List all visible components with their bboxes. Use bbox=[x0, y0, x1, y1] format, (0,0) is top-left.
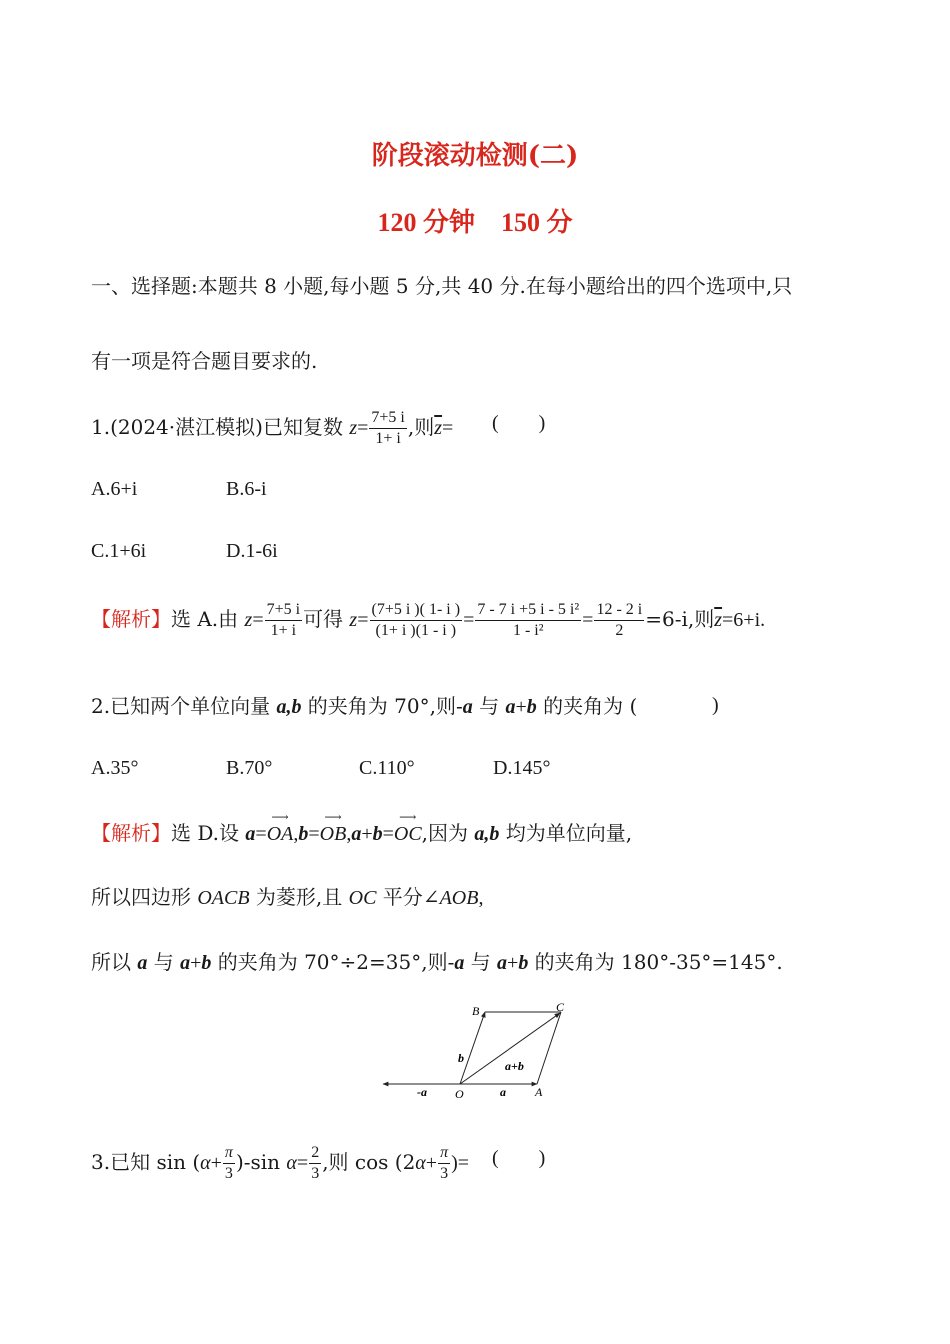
rhombus-figure bbox=[375, 995, 585, 1105]
q1-analysis-frac4-num: 12 - 2 i bbox=[594, 600, 644, 621]
q2-analysis-eq2: = bbox=[308, 823, 320, 845]
q3-frac1-num: π bbox=[223, 1143, 235, 1164]
q2-analysis-l3b: b bbox=[201, 952, 212, 974]
q3-t1: 3.已知 sin ( bbox=[91, 1150, 201, 1174]
q1-analysis-frac3-den: 1 - i² bbox=[512, 622, 544, 639]
label-b: b bbox=[458, 1051, 464, 1065]
q1-analysis-eq1: = bbox=[252, 609, 264, 631]
q1-analysis-t4: =6+i. bbox=[722, 609, 766, 631]
q3-alpha2: α bbox=[286, 1152, 297, 1174]
question-2 bbox=[91, 692, 637, 721]
q1-zbar: $\overline{z}$ bbox=[434, 417, 443, 439]
q2-option-b: B.70° bbox=[226, 757, 273, 779]
q3-eq: = bbox=[296, 1152, 309, 1174]
q2-analysis-ab: a,b bbox=[474, 823, 500, 845]
q1-analysis-t3: =6-i,则 bbox=[645, 607, 715, 631]
q1-mid: ,则 bbox=[407, 415, 435, 439]
vector-oa-label: OA bbox=[266, 823, 294, 845]
vector-arrow-icon: ⟶ bbox=[399, 810, 417, 824]
label-a-plus-b: a+b bbox=[505, 1059, 524, 1073]
q2-analysis-aob: ∠AOB bbox=[422, 887, 479, 909]
q1-analysis-eq2: = bbox=[357, 609, 369, 631]
q1-analysis-frac2-num: (7+5 i )( 1- i ) bbox=[370, 600, 463, 621]
q2-analysis-oacb: OACB bbox=[197, 887, 250, 909]
q1-option-b: B.6-i bbox=[226, 478, 267, 500]
q2-t1: 2.已知两个单位向量 bbox=[91, 694, 277, 718]
q2-analysis-oc2: OC bbox=[348, 887, 377, 909]
q2-analysis-line3-d: 与 bbox=[464, 950, 498, 974]
q3-alpha1: α bbox=[200, 1152, 211, 1174]
vector-ob-label: OB bbox=[319, 823, 347, 845]
q1-fraction bbox=[369, 408, 406, 449]
label-a: a bbox=[500, 1085, 506, 1099]
q2-analysis-line3-b: 与 bbox=[147, 950, 181, 974]
q2-analysis-line3-e: 的夹角为 180°-35°=145°. bbox=[528, 950, 783, 974]
q2-analysis-line2 bbox=[91, 883, 483, 912]
q2-analysis-plus: + bbox=[361, 823, 373, 845]
q3-plus1: + bbox=[210, 1152, 222, 1174]
q1-analysis-frac1-den: 1+ i bbox=[270, 622, 297, 639]
q2-analysis-a: a bbox=[245, 823, 256, 845]
q3-plus2: + bbox=[425, 1152, 438, 1174]
q2-t2: 的夹角为 70°,则- bbox=[301, 694, 463, 718]
q2-analysis-line2-b: 为菱形,且 bbox=[249, 885, 349, 909]
vector-arrow-icon: ⟶ bbox=[324, 810, 342, 824]
q2-analysis-t3: 均为单位向量, bbox=[499, 821, 633, 845]
vector-arrow-icon: ⟶ bbox=[271, 810, 289, 824]
q3-t2: )-sin bbox=[235, 1150, 287, 1174]
q2-b1: b bbox=[526, 696, 537, 718]
q1-analysis-eq3: = bbox=[463, 609, 475, 631]
q2-analysis-a2: a bbox=[351, 823, 362, 845]
q1-analysis-frac2 bbox=[370, 600, 463, 641]
q1-option-d: D.1-6i bbox=[226, 540, 278, 562]
q2-analysis-b2: b bbox=[372, 823, 383, 845]
vector-b-line bbox=[460, 1012, 485, 1084]
q3-t3: ,则 cos (2 bbox=[322, 1150, 416, 1174]
q3-frac1-den: 3 bbox=[224, 1165, 233, 1182]
q2-analysis-eq3: = bbox=[382, 823, 394, 845]
page-subtitle: 120 分钟 150 分 bbox=[377, 208, 573, 237]
q1-tail: = bbox=[442, 417, 454, 439]
q2-analysis-line2-a: 所以四边形 bbox=[91, 885, 198, 909]
q2-analysis-l3a2: a bbox=[180, 952, 191, 974]
q1-option-a: A.6+i bbox=[91, 478, 138, 500]
q2-analysis-t1: 选 D.设 bbox=[171, 821, 246, 845]
q3-frac3-num: π bbox=[438, 1143, 450, 1164]
vector-oa bbox=[266, 810, 294, 848]
q2-analysis-line3-c: 的夹角为 70°÷2=35°,则- bbox=[211, 950, 455, 974]
label-A: A bbox=[535, 1085, 543, 1099]
q2-analysis-line1 bbox=[91, 810, 633, 848]
q1-option-c: C.1+6i bbox=[91, 540, 147, 562]
q2-analysis-comma2: , bbox=[346, 823, 352, 845]
q2-ab: a,b bbox=[276, 696, 302, 718]
q2-plus: + bbox=[515, 696, 527, 718]
q1-analysis-frac1 bbox=[265, 600, 302, 641]
q1-analysis-z1: z bbox=[244, 609, 253, 631]
q1-analysis-t1: 选 A.由 bbox=[171, 607, 245, 631]
q2-analysis-t2: ,因为 bbox=[421, 821, 475, 845]
q2-option-c: C.110° bbox=[359, 757, 415, 779]
q3-frac2-den: 3 bbox=[311, 1165, 320, 1182]
q2-a2: a bbox=[505, 696, 516, 718]
label-B: B bbox=[472, 1004, 480, 1018]
q1-analysis-frac4-den: 2 bbox=[615, 622, 624, 639]
q1-analysis-eq4: = bbox=[582, 609, 594, 631]
q1-prefix: 1.(2024·湛江模拟)已知复数 bbox=[91, 415, 350, 439]
q2-option-d: D.145° bbox=[493, 757, 551, 779]
q3-answer-paren: ( ) bbox=[492, 1147, 546, 1169]
q2-analysis-line3 bbox=[91, 948, 783, 977]
q1-analysis-frac3 bbox=[475, 600, 581, 641]
q1-analysis-frac3-num: 7 - 7 i +5 i - 5 i² bbox=[475, 600, 581, 621]
section-instructions-line1: 一、选择题:本题共 8 小题,每小题 5 分,共 40 分.在每小题给出的四个选项中,只 bbox=[91, 274, 793, 298]
q1-frac-num: 7+5 i bbox=[369, 408, 406, 429]
q2-analysis-l3a4: a bbox=[497, 952, 508, 974]
vector-apb-line bbox=[460, 1013, 560, 1084]
q2-analysis-line2-c: 平分 bbox=[376, 885, 423, 909]
vector-ob bbox=[319, 810, 347, 848]
label-neg-a: -a bbox=[417, 1085, 427, 1099]
q2-analysis-comma1: , bbox=[293, 823, 299, 845]
q2-analysis-b: b bbox=[298, 823, 309, 845]
q1-analysis-frac4 bbox=[594, 600, 644, 641]
question-1 bbox=[91, 408, 453, 449]
section-instructions-line2: 有一项是符合题目要求的. bbox=[91, 349, 318, 373]
q2-analysis-eq1: = bbox=[255, 823, 267, 845]
q1-analysis-frac1-num: 7+5 i bbox=[265, 600, 302, 621]
q1-analysis-t2: 可得 bbox=[303, 607, 350, 631]
q3-frac2 bbox=[309, 1143, 321, 1184]
q1-analysis-tag: 【解析】 bbox=[91, 607, 171, 631]
q3-frac1 bbox=[223, 1143, 235, 1184]
q3-alpha3: α bbox=[415, 1152, 426, 1174]
q2-a1: a bbox=[462, 696, 473, 718]
vector-oc bbox=[393, 810, 422, 848]
q1-analysis-z2: z bbox=[349, 609, 358, 631]
q3-frac3 bbox=[438, 1143, 450, 1184]
label-O: O bbox=[455, 1087, 464, 1101]
q1-analysis-zbar: $\overline{z}$ bbox=[714, 609, 723, 631]
q2-analysis-l3plus2: + bbox=[507, 952, 519, 974]
q2-analysis-l3a3: a bbox=[454, 952, 465, 974]
q2-analysis-line2-d: , bbox=[478, 887, 484, 909]
q2-close-paren: ) bbox=[712, 694, 719, 716]
q3-frac2-num: 2 bbox=[309, 1143, 321, 1164]
label-C: C bbox=[556, 1000, 565, 1014]
q2-analysis-l3a: a bbox=[137, 952, 148, 974]
q2-option-a: A.35° bbox=[91, 757, 139, 779]
q1-eq: = bbox=[357, 417, 369, 439]
q2-analysis-l3b2: b bbox=[518, 952, 529, 974]
q3-frac3-den: 3 bbox=[440, 1165, 449, 1182]
q1-answer-paren: ( ) bbox=[492, 412, 546, 434]
q2-analysis-tag: 【解析】 bbox=[91, 821, 171, 845]
vector-oc-label: OC bbox=[393, 823, 422, 845]
q1-z: z bbox=[349, 417, 358, 439]
q1-frac-den: 1+ i bbox=[375, 430, 401, 447]
question-3 bbox=[91, 1143, 469, 1184]
q1-analysis-frac2-den: (1+ i )(1 - i ) bbox=[375, 622, 457, 639]
q2-analysis-line3-a: 所以 bbox=[91, 950, 138, 974]
q1-analysis bbox=[91, 600, 765, 641]
page-title: 阶段滚动检测(二) bbox=[371, 141, 579, 171]
q2-analysis-l3plus: + bbox=[190, 952, 202, 974]
q2-t4: 的夹角为 ( bbox=[536, 694, 638, 718]
q2-t3: 与 bbox=[472, 694, 506, 718]
side-ac bbox=[537, 1012, 561, 1084]
q3-t4: )= bbox=[451, 1152, 470, 1174]
